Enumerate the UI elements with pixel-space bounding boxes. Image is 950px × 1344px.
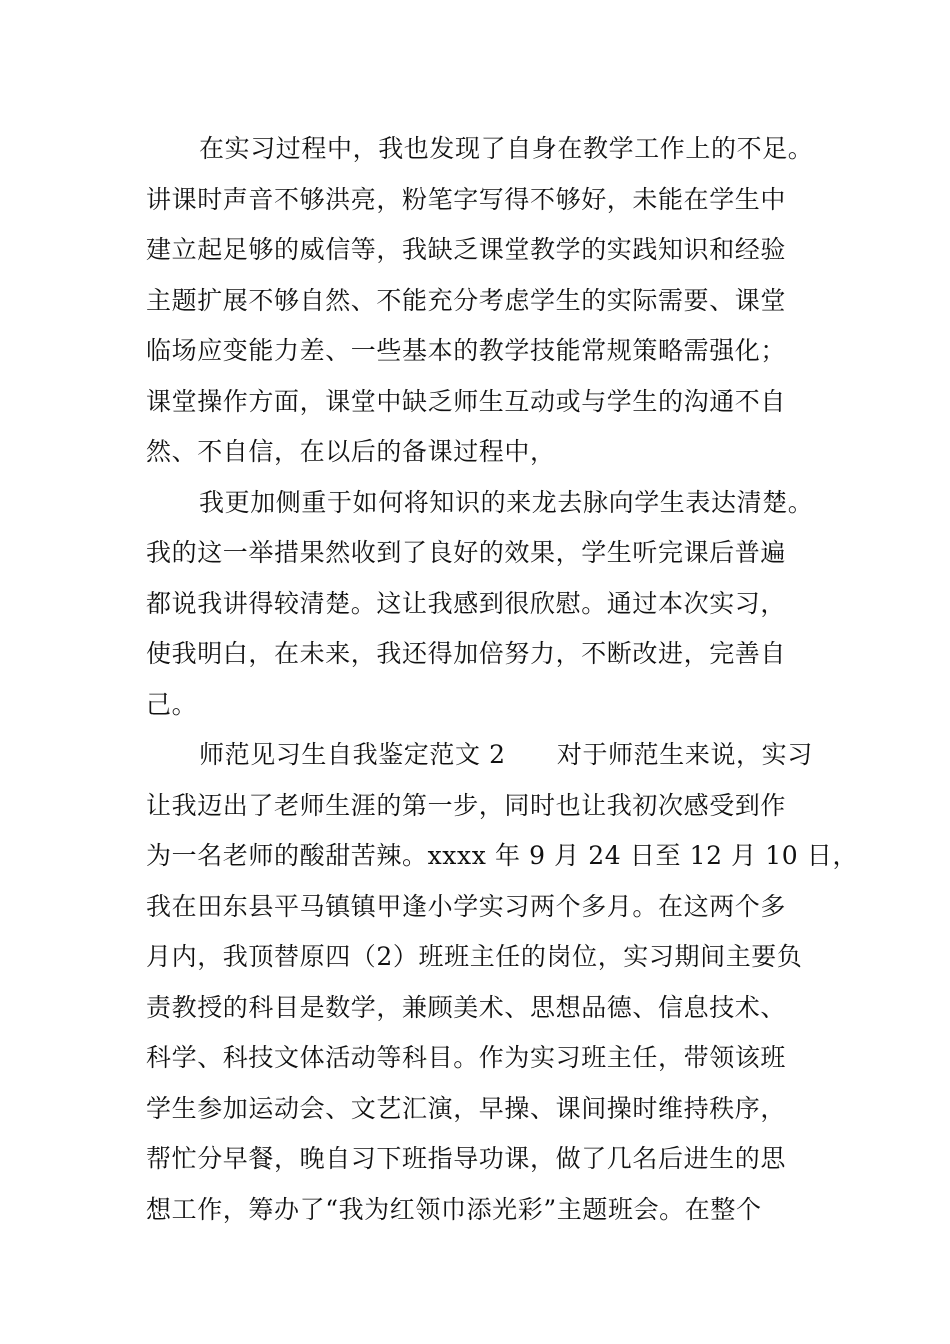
paragraph-line: 学生参加运动会、文艺汇演，早操、课间操时维持秩序，	[146, 1093, 787, 1123]
paragraph-line: 想工作，筹办了“我为红领巾添光彩”主题班会。在整个	[146, 1194, 762, 1224]
paragraph-line: 都说我讲得较清楚。这让我感到很欣慰。通过本次实习，	[146, 588, 787, 618]
paragraph-line: 讲课时声音不够洪亮，粉笔字写得不够好，未能在学生中	[146, 184, 787, 214]
paragraph-line: 建立起足够的威信等，我缺乏课堂教学的实践知识和经验	[146, 235, 787, 264]
document-body	[146, 124, 859, 1235]
paragraph-line: 使我明白，在未来，我还得加倍努力，不断改进，完善自	[146, 639, 787, 668]
paragraph-line: 月内，我顶替原四（2）班班主任的岗位，实习期间主要负	[146, 942, 803, 971]
paragraph-line: 帮忙分早餐，晚自习下班指导功课，做了几名后进生的思	[146, 1144, 787, 1173]
paragraph-line: 我在田东县平马镇镇甲逢小学实习两个多月。在这两个多	[146, 891, 787, 921]
paragraph-line: 我的这一举措果然收到了良好的效果，学生听完课后普遍	[146, 538, 787, 567]
paragraph-line: 让我迈出了老师生涯的第一步，同时也让我初次感受到作	[146, 790, 787, 820]
paragraph-line: 己。	[146, 689, 198, 719]
paragraph-line: 师范见习生自我鉴定范文 2 对于师范生来说，实习	[199, 740, 813, 769]
paragraph-line: 临场应变能力差、一些基本的教学技能常规策略需强化；	[146, 336, 787, 365]
paragraph-line: 在实习过程中，我也发现了自身在教学工作上的不足。	[199, 134, 814, 163]
paragraph-line: 责教授的科目是数学，兼顾美术、思想品德、信息技术、	[146, 992, 787, 1022]
paragraph-line: 科学、科技文体活动等科目。作为实习班主任，带领该班	[146, 1043, 787, 1072]
paragraph-line: 然、不自信，在以后的备课过程中，	[146, 437, 556, 466]
paragraph-line: 主题扩展不够自然、不能充分考虑学生的实际需要、课堂	[146, 285, 787, 315]
paragraph-line: 课堂操作方面，课堂中缺乏师生互动或与学生的沟通不自	[146, 386, 787, 416]
paragraph-line: 为一名老师的酸甜苦辣。xxxx 年 9 月 24 日至 12 月 10 日，	[146, 841, 859, 870]
paragraph-line: 我更加侧重于如何将知识的来龙去脉向学生表达清楚。	[199, 487, 814, 517]
